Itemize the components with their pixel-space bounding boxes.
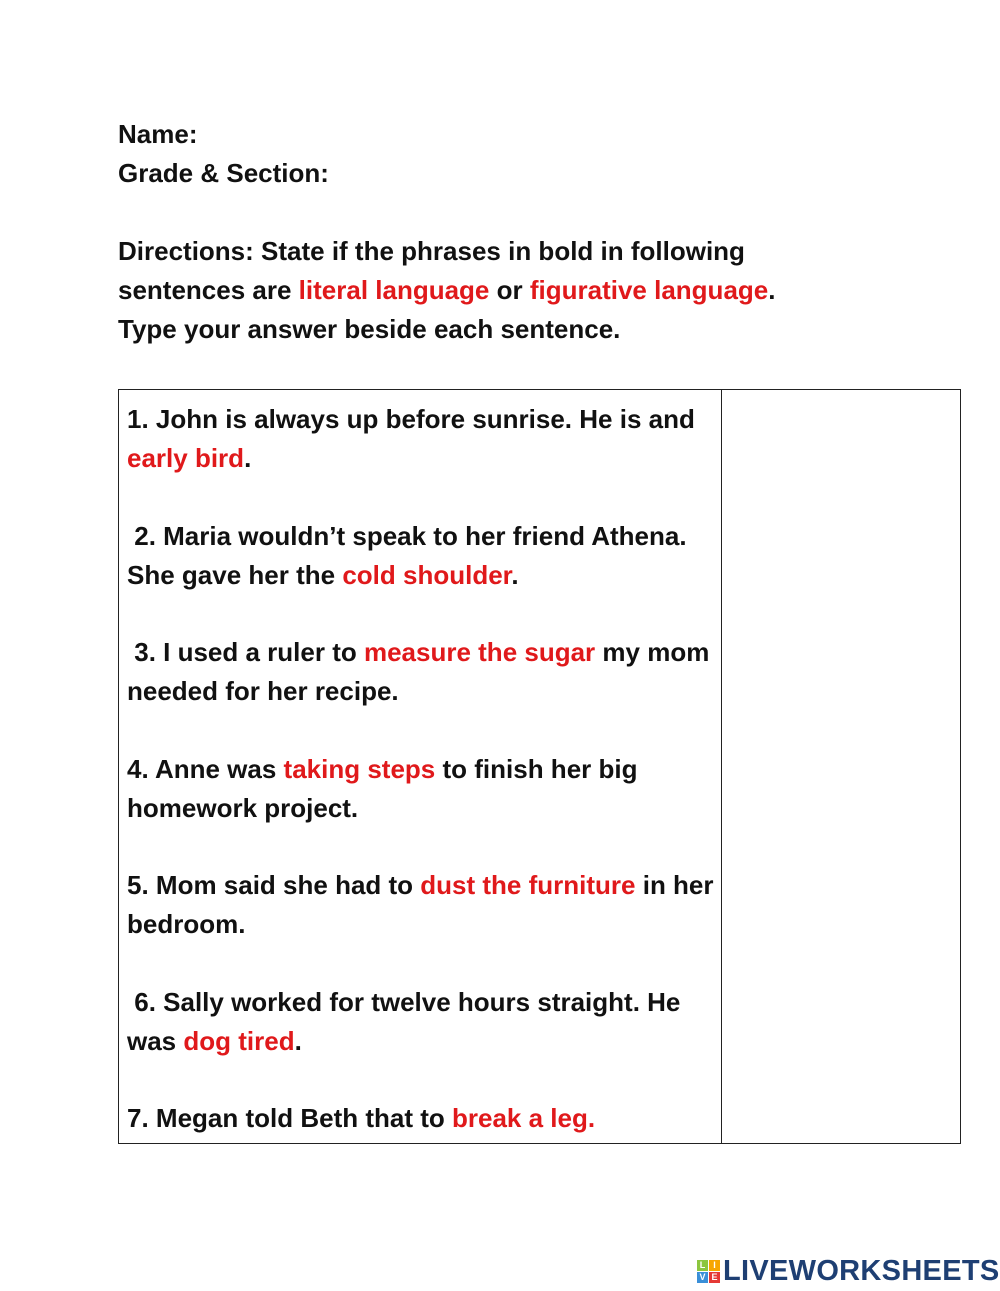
highlighted-phrase: early bird [127, 443, 245, 473]
directions-part4: Type your answer beside each sentence. [118, 314, 621, 344]
question-7 [127, 1099, 721, 1138]
directions-part1: Directions: State if the phrases in bold in following sentences are [118, 236, 745, 305]
question-text: 5. Mom said she had to [127, 870, 421, 900]
question-text: 4. Anne was [127, 753, 284, 784]
tile-i: I [709, 1260, 720, 1271]
question-text: 1. John is always up before sunrise. He is and [127, 404, 703, 434]
literal-language-term: literal language [298, 275, 490, 305]
highlighted-phrase: dust the furniture [420, 870, 636, 900]
question-text: 2. Maria wouldn’t speak to her friend Athena. She gave her the [127, 520, 694, 590]
question-text-end: to finish her big homework project. [127, 753, 645, 823]
logo-text: LIVEWORKSHEETS [723, 1255, 1000, 1287]
question-text-end: . [511, 559, 519, 590]
directions-part2: or [489, 275, 530, 305]
tile-e: E [709, 1272, 720, 1283]
questions-column [119, 390, 722, 1143]
figurative-language-term: figurative language [529, 275, 769, 305]
question-3 [127, 633, 721, 711]
question-text-end: my mom needed for her recipe. [127, 637, 717, 706]
directions-part3: . [768, 275, 776, 305]
highlighted-phrase: measure the sugar [363, 637, 596, 667]
question-text-end: in her bedroom. [127, 870, 721, 939]
name-label: Name: [118, 119, 198, 149]
question-text-end: . [294, 1025, 302, 1056]
question-text: 6. Sally worked for twelve hours straight. He was [127, 986, 688, 1056]
answer-column[interactable] [722, 390, 960, 1143]
liveworksheets-logo [697, 1255, 1000, 1288]
question-6 [127, 983, 721, 1061]
question-text-end: . [244, 443, 252, 473]
question-4 [127, 750, 721, 828]
live-tiles-icon [697, 1260, 720, 1283]
highlighted-phrase: break a leg. [452, 1103, 596, 1133]
highlighted-phrase: taking steps [283, 753, 436, 784]
highlighted-phrase: cold shoulder [342, 559, 512, 590]
worksheet-table [118, 389, 961, 1144]
tile-v: V [697, 1272, 708, 1283]
highlighted-phrase: dog tired [183, 1025, 295, 1056]
question-text: 7. Megan told Beth that to [127, 1103, 452, 1133]
tile-l: L [697, 1260, 708, 1271]
grade-section-label: Grade & Section: [118, 158, 329, 188]
question-2 [127, 517, 721, 595]
question-1 [127, 400, 721, 478]
directions-text [118, 232, 878, 349]
question-text: 3. I used a ruler to [127, 637, 364, 667]
question-5 [127, 866, 721, 944]
